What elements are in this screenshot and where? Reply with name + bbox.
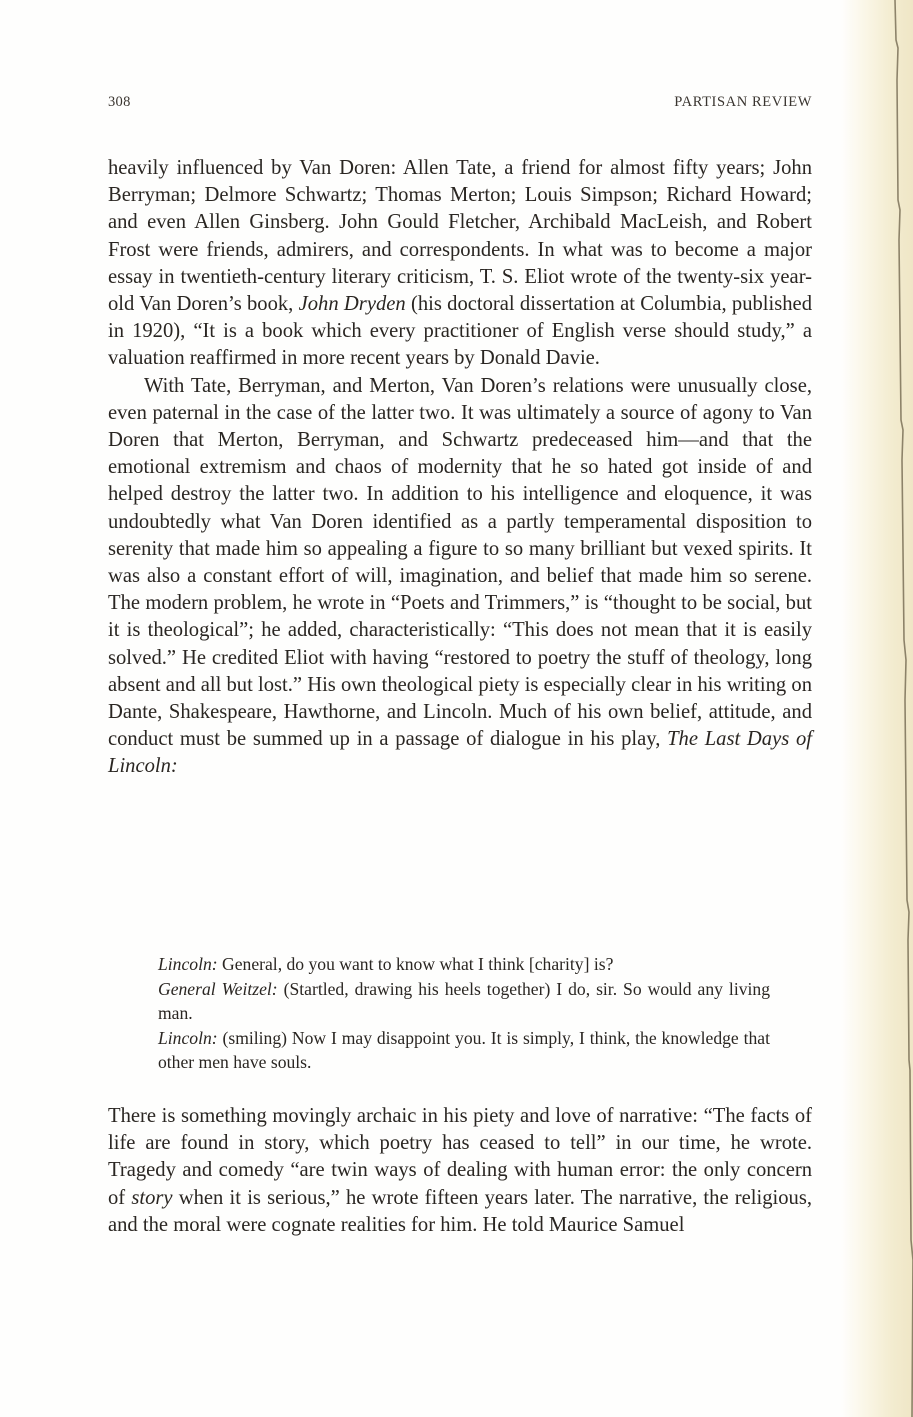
page-number: 308: [108, 94, 131, 110]
dialogue-extract: [158, 952, 770, 1075]
speaker-name: General Weitzel:: [158, 978, 278, 999]
speaker-name: Lincoln:: [158, 954, 218, 974]
emphasis-story: story: [131, 1186, 173, 1209]
speech-text: (Startled, drawing his heels together) I do, sir. So would any living man.: [158, 978, 770, 1023]
continuation-paragraph: [108, 1103, 812, 1239]
article-body: [108, 155, 812, 781]
speaker-name: Lincoln:: [158, 1027, 218, 1048]
paragraph-2: [108, 373, 812, 781]
paragraph-3: [108, 1103, 812, 1239]
paragraph-1: [108, 155, 812, 373]
speech-text: General, do you want to know what I think [charity] is?: [217, 954, 614, 974]
paragraph-3-text-b: when it is serious,” he wrote fifteen years later. The narrative, the religious, and the moral were cognate realities for him. He told Maurice Samuel: [108, 1186, 812, 1236]
binding-shadow-line: [853, 0, 913, 1417]
running-head: [108, 94, 812, 114]
paragraph-3-text-a: There is something movingly archaic in his piety and love of narrative: “The facts of life are found in story, which poetry has ceased to tell” in our time, he wrote. Tragedy and comedy “are twin ways of dealing with human error: the only concern of: [108, 1105, 812, 1209]
book-title-john-dryden: John Dryden: [298, 293, 406, 316]
speech-text: (smiling) Now I may disappoint you. It is simply, I think, the knowledge that other men have souls.: [158, 1027, 770, 1072]
paragraph-1-text-a: heavily influenced by Van Doren: Allen Tate, a friend for almost fifty years; John Berryman; Delmore Schwartz; Thomas Merton; Louis Simpson; Richard Howard; and even Allen Ginsberg. John Gould Fletcher, Archibald MacLeish, and Robert Frost were friends, admirers, and correspondents. In what was to become a major essay in twentieth-century literary criticism, T. S. Eliot wrote of the twenty-six year-old Van Doren’s book,: [108, 157, 812, 316]
journal-title: PARTISAN REVIEW: [674, 94, 812, 110]
paragraph-1-text-b: (his doctoral dissertation at Columbia, published in 1920), “It is a book which every practitioner of English verse should study,” a valuation reaffirmed in more recent years by Donald Davie.: [108, 293, 812, 370]
extract-line-2: [158, 977, 770, 1026]
extract-line-3: [158, 1026, 770, 1075]
paragraph-2-text-a: With Tate, Berryman, and Merton, Van Doren’s relations were unusually close, even paternal in the case of the latter two. It was ultimately a source of agony to Van Doren that Merton, Berryman, and Schwartz predeceased him—and that the emotional extremism and chaos of modernity that he so hated got inside of and helped destroy the latter two. In addition to his intelligence and eloquence, it was undoubtedly what Van Doren identified as a partly temperamental disposition to serenity that made him so appealing a figure to so many brilliant but vexed spirits. It was also a constant effort of will, imagination, and belief that made him so serene. The modern problem, he wrote in “Poets and Trimmers,” is “thought to be social, but it is theological”; he added, characteristically: “This does not mean that it is easily solved.” He credited Eliot with having “restored to poetry the stuff of theology, long absent and all but lost.” His own theological piety is especially clear in his writing on Dante, Shakespeare, Hawthorne, and Lincoln. Much of his own belief, attitude, and conduct must be summed up in a passage of dialogue in his play,: [108, 374, 812, 751]
play-title-last-days-of-lincoln: The Last Days of Lincoln:: [108, 728, 812, 778]
extract-line-1: [158, 952, 770, 977]
